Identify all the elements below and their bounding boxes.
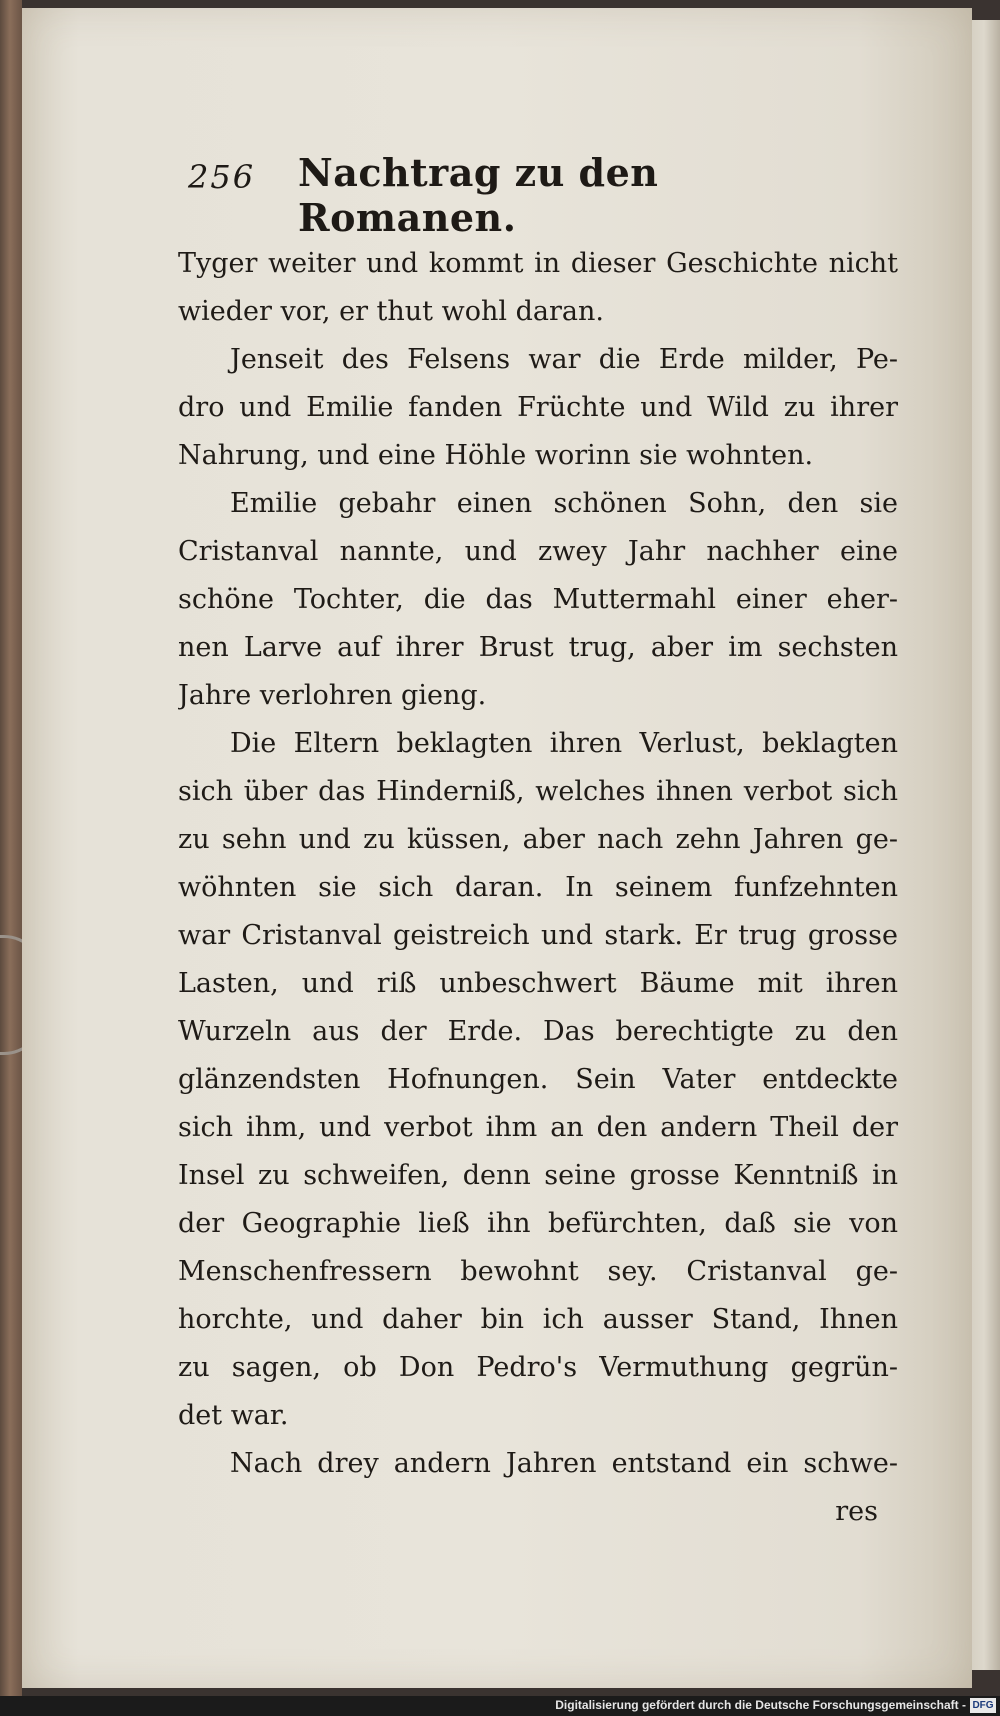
text-line: Menschenfressern bewohnt sey. Cristanval ge- bbox=[178, 1256, 898, 1287]
text-line: glänzendsten Hofnungen. Sein Vater entdeckte bbox=[178, 1064, 898, 1095]
text-line: Lasten, und riß unbeschwert Bäume mit ihren bbox=[178, 968, 898, 999]
running-title: Nachtrag zu den Romanen. bbox=[298, 150, 659, 240]
text-line: wieder vor, er thut wohl daran. bbox=[178, 296, 604, 327]
text-line: der Geographie ließ ihn befürchten, daß sie von bbox=[178, 1208, 898, 1239]
text-line: Wurzeln aus der Erde. Das berechtigte zu den bbox=[178, 1016, 898, 1047]
text-line: sich ihm, und verbot ihm an den andern Theil der bbox=[178, 1112, 898, 1143]
text-line: Die Eltern beklagten ihren Verlust, beklagten bbox=[230, 728, 898, 759]
text-line: zu sagen, ob Don Pedro's Vermuthung gegrün- bbox=[178, 1352, 898, 1383]
dfg-logo-icon: DFG bbox=[970, 1698, 996, 1713]
text-line: zu sehn und zu küssen, aber nach zehn Jahren ge- bbox=[178, 824, 898, 855]
text-line: Nach drey andern Jahren entstand ein schwe- bbox=[230, 1448, 898, 1479]
text-line: Nahrung, und eine Höhle worinn sie wohnten. bbox=[178, 440, 814, 471]
footer-credit: Digitalisierung gefördert durch die Deutsche Forschungsgemeinschaft - bbox=[555, 1698, 966, 1712]
text-line: Jahre verlohren gieng. bbox=[178, 680, 487, 711]
book-edge-left bbox=[0, 0, 22, 1716]
text-line: dro und Emilie fanden Früchte und Wild zu ihrer bbox=[178, 392, 898, 423]
text-line: Jenseit des Felsens war die Erde milder, Pe- bbox=[230, 344, 898, 375]
text-line: wöhnten sie sich daran. In seinem funfzehnten bbox=[178, 872, 898, 903]
text-line: Insel zu schweifen, denn seine grosse Kenntniß in bbox=[178, 1160, 898, 1191]
text-line: sich über das Hinderniß, welches ihnen verbot sich bbox=[178, 776, 898, 807]
text-line: Emilie gebahr einen schönen Sohn, den sie bbox=[230, 488, 898, 519]
text-line: schöne Tochter, die das Muttermahl einer eher- bbox=[178, 584, 898, 615]
text-line: horchte, und daher bin ich ausser Stand, Ihnen bbox=[178, 1304, 898, 1335]
footer-bar bbox=[0, 1696, 1000, 1716]
page-number: 256 bbox=[188, 158, 256, 196]
text-line: det war. bbox=[178, 1400, 289, 1431]
body-text bbox=[178, 240, 898, 1536]
text-line: Cristanval nannte, und zwey Jahr nachher eine bbox=[178, 536, 898, 567]
text-line: Tyger weiter und kommt in dieser Geschichte nicht bbox=[178, 248, 898, 279]
text-line: war Cristanval geistreich und stark. Er trug grosse bbox=[178, 920, 898, 951]
text-line: res bbox=[835, 1496, 878, 1527]
page-header bbox=[188, 150, 888, 240]
text-line: nen Larve auf ihrer Brust trug, aber im sechsten bbox=[178, 632, 898, 663]
